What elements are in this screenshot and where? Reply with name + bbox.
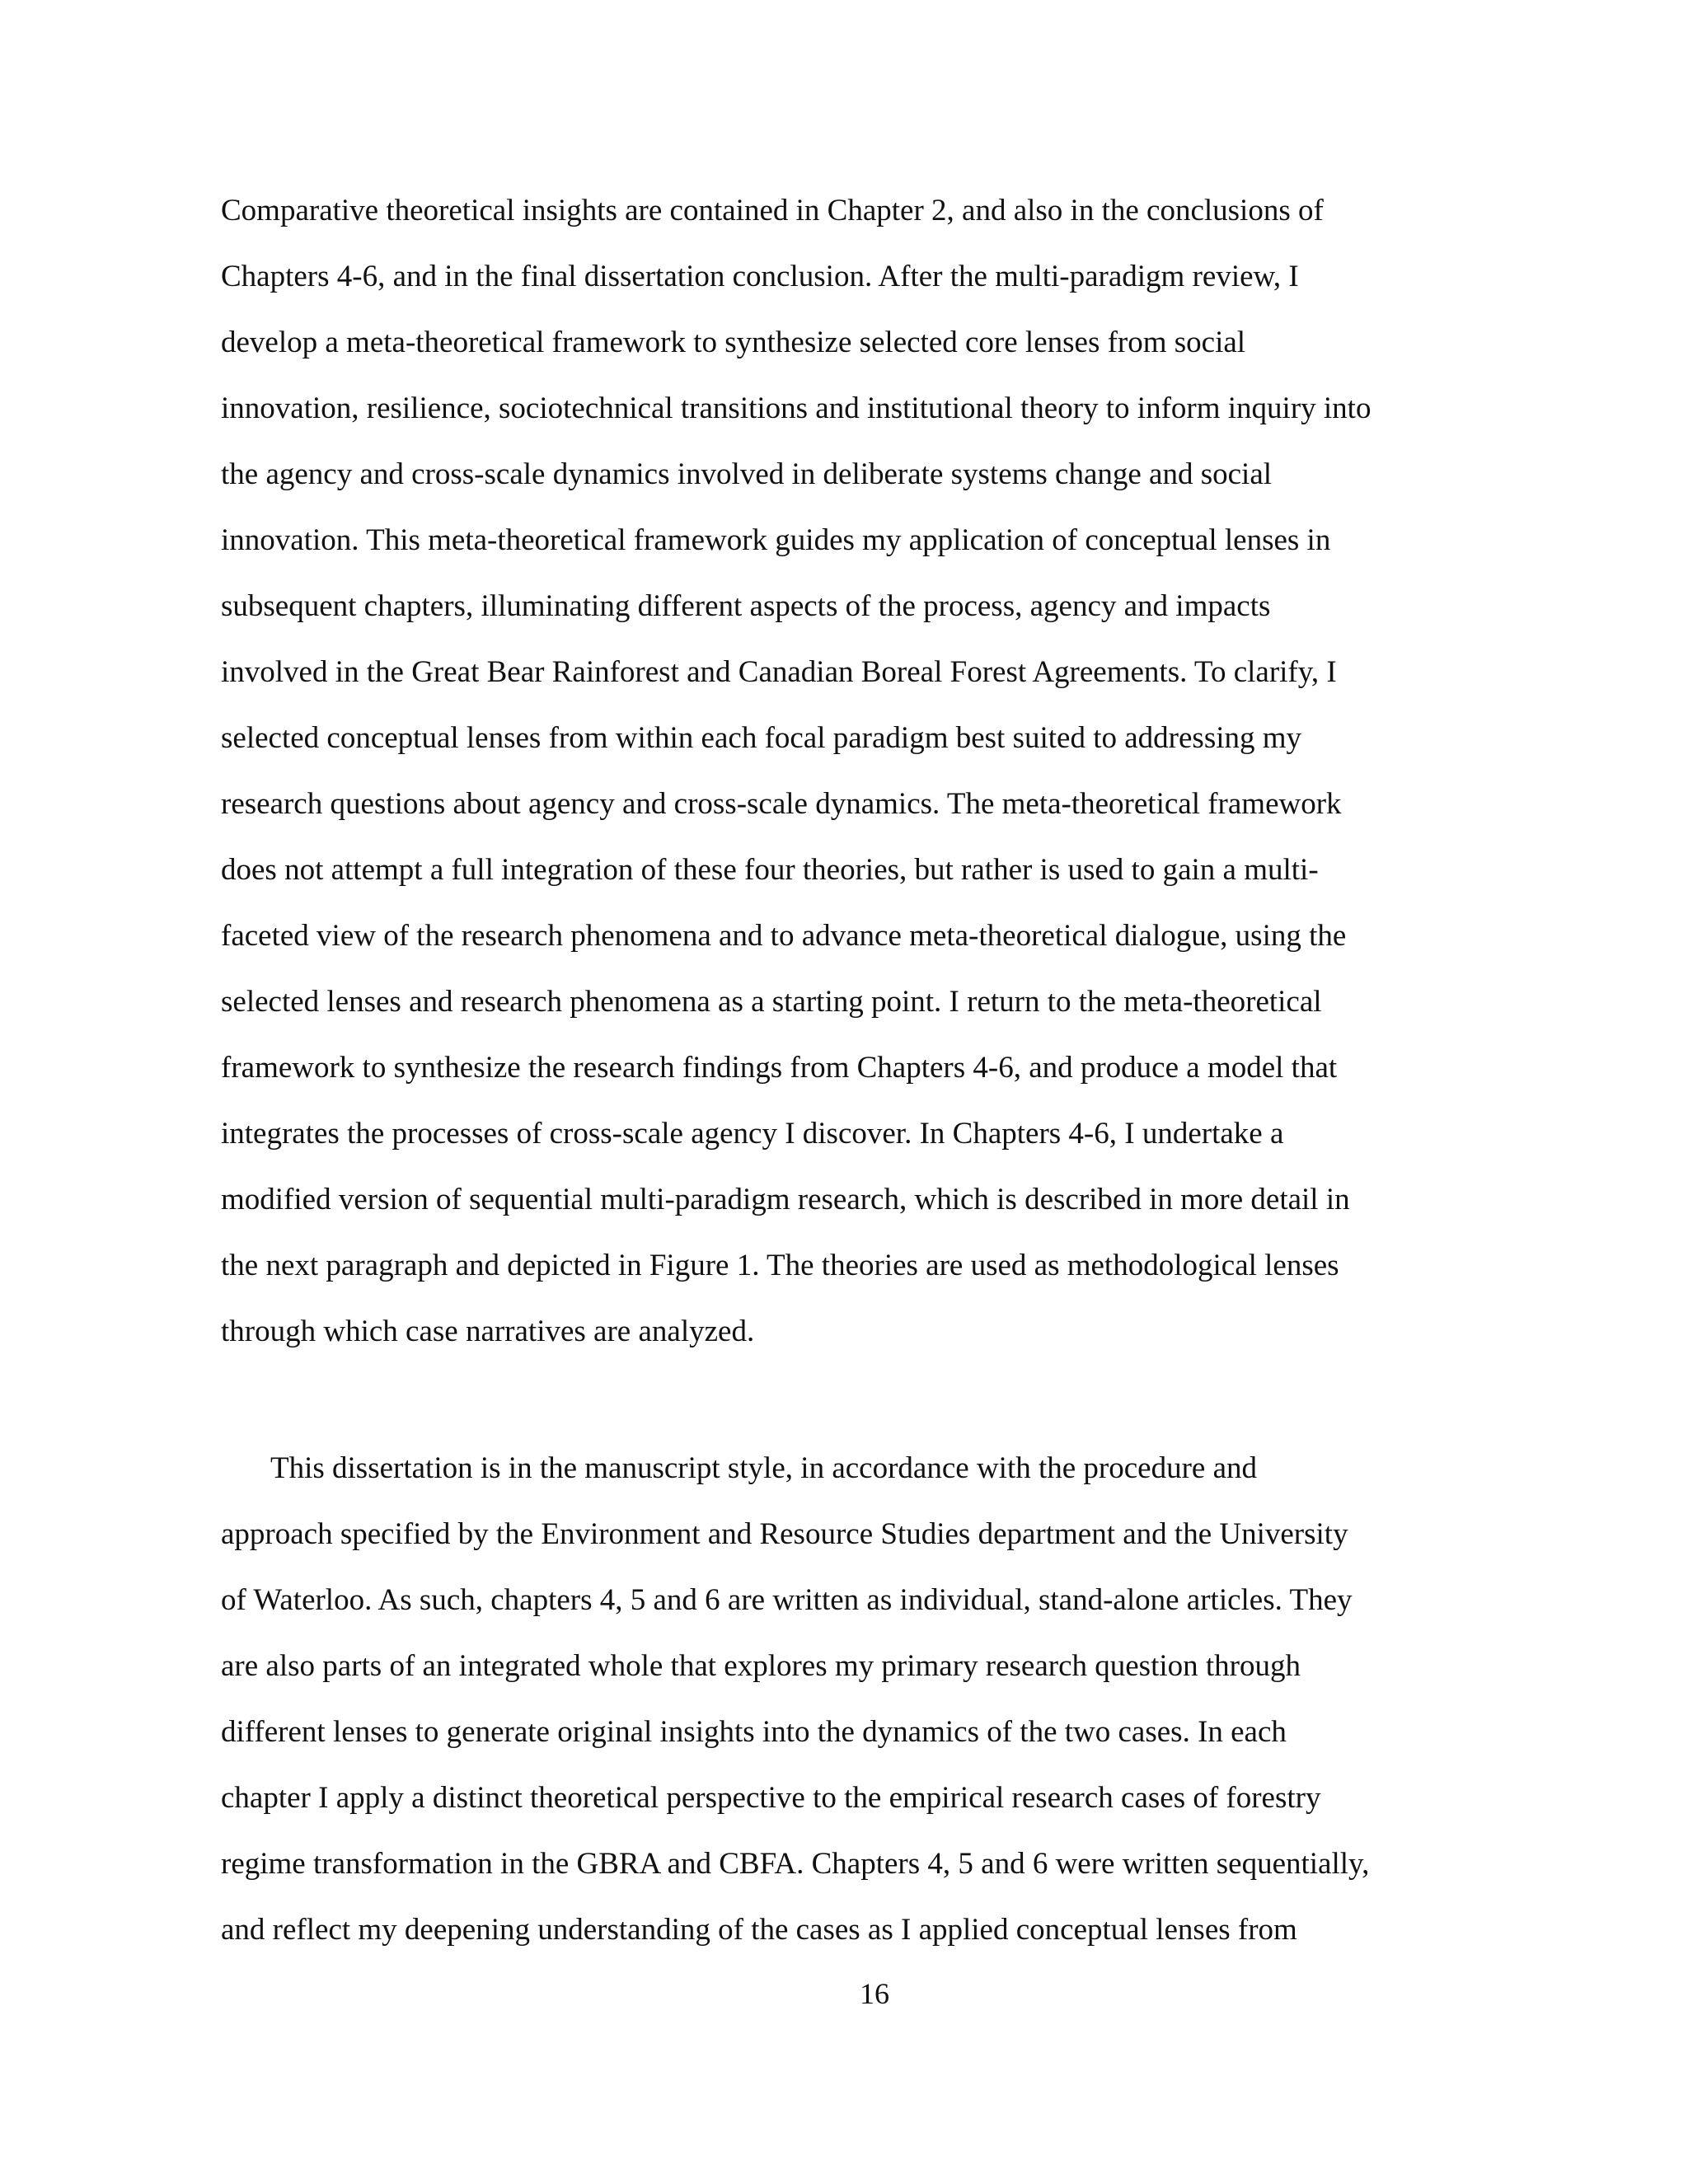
text-line: of Waterloo. As such, chapters 4, 5 and 6 are written as individual, stand-alone articles. They — [221, 1583, 1353, 1617]
text-line: modified version of sequential multi-paradigm research, which is described in more detail in — [221, 1183, 1350, 1216]
text-line: selected conceptual lenses from within each focal paradigm best suited to addressing my — [221, 721, 1302, 755]
text-line: and reflect my deepening understanding of the cases as I applied conceptual lenses from — [221, 1913, 1297, 1947]
text-line: selected lenses and research phenomena as a starting point. I return to the meta-theoretical — [221, 985, 1322, 1019]
text-line: approach specified by the Environment and Resource Studies department and the University — [221, 1517, 1348, 1551]
text-line: are also parts of an integrated whole that explores my primary research question through — [221, 1649, 1301, 1683]
text-line: subsequent chapters, illuminating different aspects of the process, agency and impacts — [221, 589, 1271, 623]
paragraph-1 — [221, 178, 1490, 1365]
text-line: the agency and cross-scale dynamics involved in deliberate systems change and social — [221, 457, 1273, 491]
text-line: This dissertation is in the manuscript style, in accordance with the procedure and — [270, 1451, 1258, 1485]
text-line: develop a meta-theoretical framework to synthesize selected core lenses from social — [221, 326, 1246, 359]
text-line: research questions about agency and cross-scale dynamics. The meta-theoretical framework — [221, 787, 1342, 821]
text-line: regime transformation in the GBRA and CBFA. Chapters 4, 5 and 6 were written sequentially, — [221, 1847, 1370, 1881]
text-line: does not attempt a full integration of these four theories, but rather is used to gain a multi- — [221, 853, 1319, 887]
text-line: framework to synthesize the research findings from Chapters 4-6, and produce a model that — [221, 1051, 1338, 1085]
text-line: innovation. This meta-theoretical framework guides my application of conceptual lenses in — [221, 523, 1331, 557]
text-line: the next paragraph and depicted in Figure 1. The theories are used as methodological lenses — [221, 1249, 1339, 1282]
text-line: integrates the processes of cross-scale agency I discover. In Chapters 4-6, I undertake a — [221, 1117, 1284, 1151]
paragraph-2 — [221, 1436, 1490, 1963]
text-line: through which case narratives are analyzed. — [221, 1315, 755, 1348]
text-line: innovation, resilience, sociotechnical transitions and institutional theory to inform inquiry into — [221, 391, 1372, 425]
text-line: Comparative theoretical insights are contained in Chapter 2, and also in the conclusions of — [221, 194, 1324, 227]
text-line: faceted view of the research phenomena and to advance meta-theoretical dialogue, using the — [221, 919, 1347, 953]
page-number: 16 — [860, 1977, 889, 2010]
text-line: involved in the Great Bear Rainforest and Canadian Boreal Forest Agreements. To clarify, I — [221, 655, 1337, 689]
text-line: different lenses to generate original insights into the dynamics of the two cases. In each — [221, 1715, 1287, 1749]
text-line: Chapters 4-6, and in the final dissertation conclusion. After the multi-paradigm review, I — [221, 260, 1299, 293]
text-line: chapter I apply a distinct theoretical perspective to the empirical research cases of forestry — [221, 1781, 1321, 1815]
